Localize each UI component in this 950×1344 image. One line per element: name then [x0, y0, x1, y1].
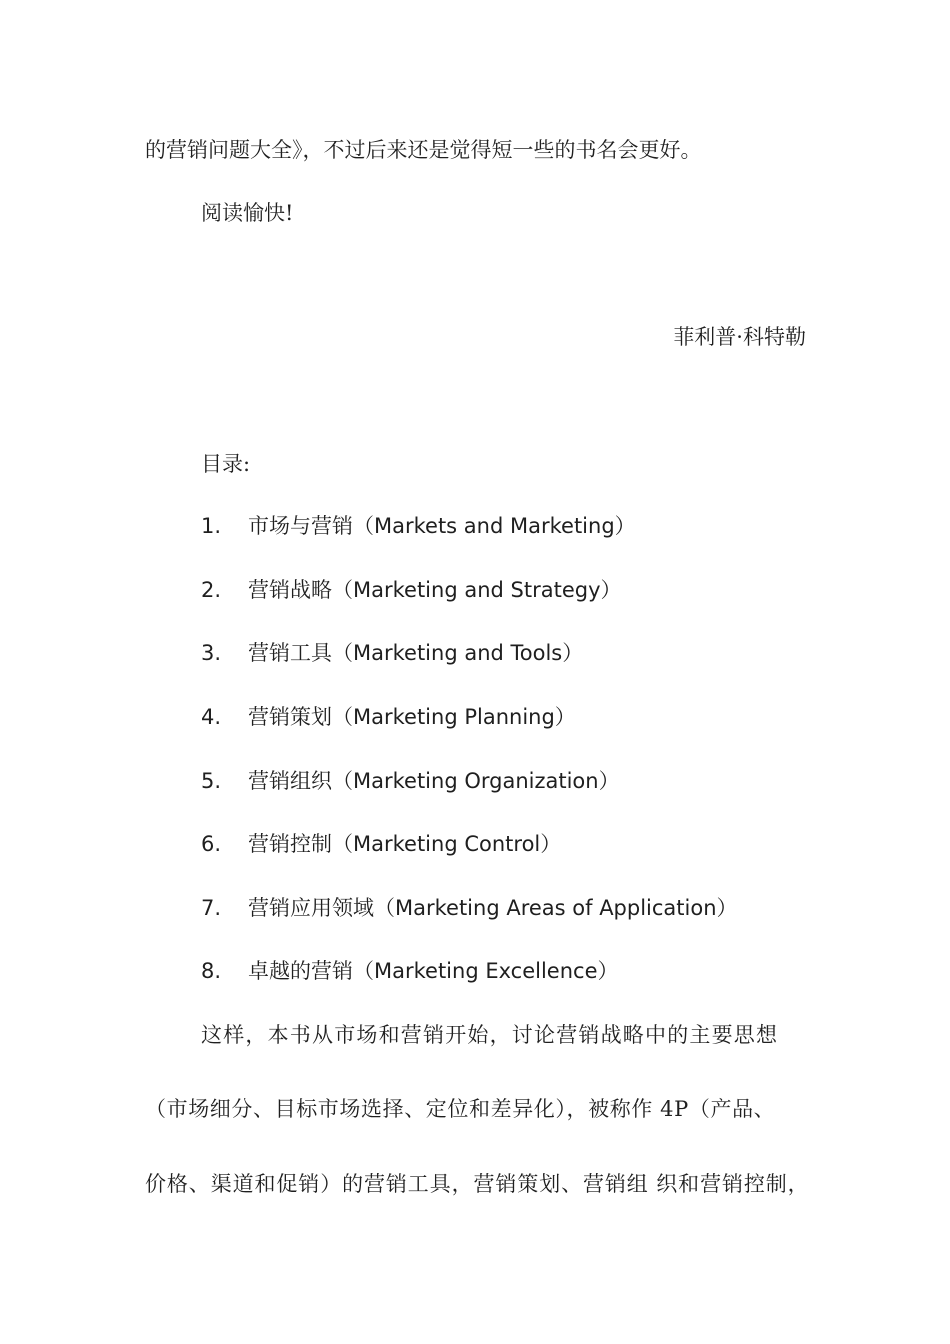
toc-item-text: 营销应用领域（Marketing Areas of Application） — [248, 896, 738, 920]
toc-item — [201, 576, 622, 604]
toc-item-number: 7. — [201, 896, 222, 920]
toc-item-text: 市场与营销（Markets and Marketing） — [248, 514, 636, 538]
toc-item-number: 8. — [201, 959, 222, 983]
toc-item-text: 营销战略（Marketing and Strategy） — [248, 578, 622, 602]
toc-item — [201, 957, 619, 985]
paragraph-continuation: 的营销问题大全》，不过后来还是觉得短一些的书名会更好。 — [145, 138, 702, 162]
toc-item — [201, 830, 561, 858]
body-line: （市场细分、目标市场选择、定位和差异化），被称作 4P（产品、 — [145, 1097, 776, 1121]
toc-item-text: 营销控制（Marketing Control） — [248, 832, 562, 856]
body-line: 价格、渠道和促销）的营销工具，营销策划、营销组 织和营销控制， — [145, 1172, 810, 1196]
toc-item-text: 营销工具（Marketing and Tools） — [248, 641, 584, 665]
toc-title: 目录: — [201, 452, 251, 476]
toc-item-text: 营销组织（Marketing Organization） — [248, 769, 620, 793]
toc-item-number: 5. — [201, 769, 222, 793]
toc-item — [201, 512, 636, 540]
toc-item — [201, 639, 583, 667]
toc-item — [201, 703, 576, 731]
toc-item-number: 2. — [201, 578, 222, 602]
toc-item-number: 1. — [201, 514, 222, 538]
closing-line: 阅读愉快! — [201, 201, 294, 225]
toc-item-number: 3. — [201, 641, 222, 665]
toc-item — [201, 894, 738, 922]
body-line: 这样，本书从市场和营销开始，讨论营销战略中的主要思想 — [201, 1023, 779, 1047]
author-signature: 菲利普·科特勒 — [673, 325, 806, 349]
toc-item-number: 4. — [201, 705, 222, 729]
toc-item-number: 6. — [201, 832, 222, 856]
toc-item-text: 营销策划（Marketing Planning） — [248, 705, 576, 729]
toc-item-text: 卓越的营销（Marketing Excellence） — [248, 959, 619, 983]
toc-item — [201, 767, 620, 795]
